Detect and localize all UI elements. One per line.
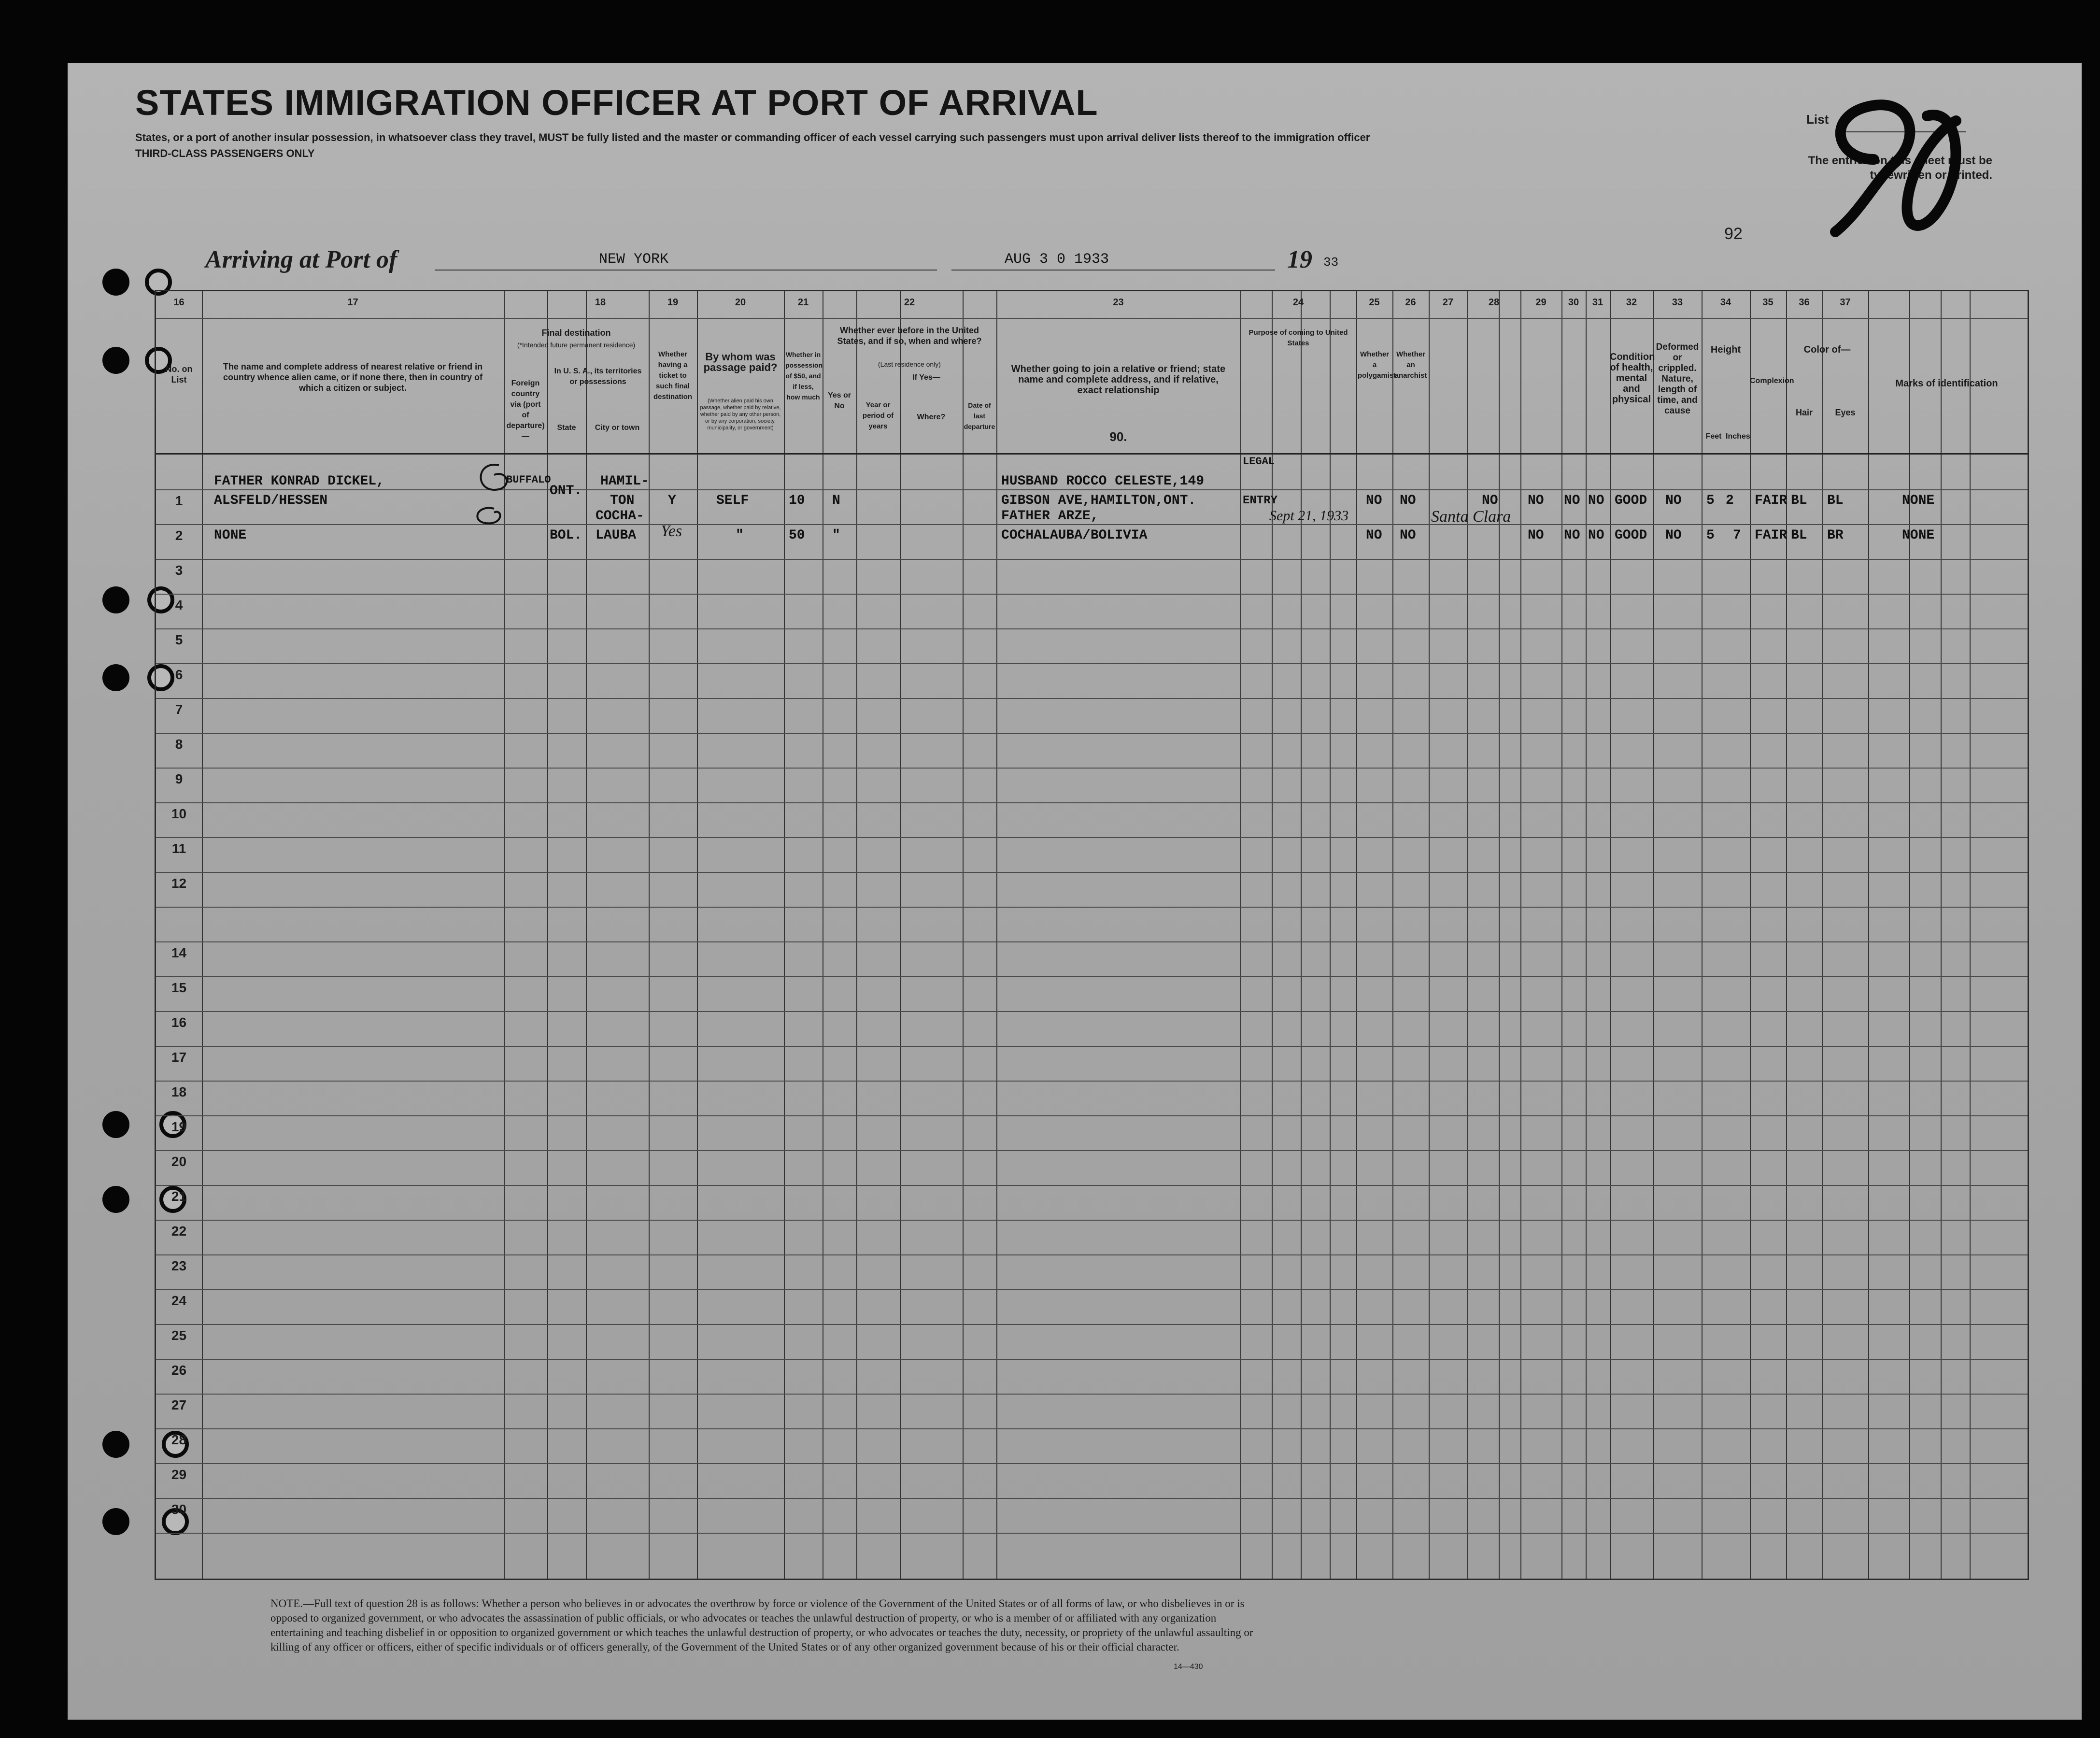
col-number: 33 <box>1672 297 1683 308</box>
header-color-of: Color of— <box>1803 344 1851 355</box>
row-rule <box>156 698 2028 699</box>
header-deformed: Deformed or crippled. Nature, length of time, and cause <box>1656 342 1699 416</box>
row-rule <box>156 907 2028 908</box>
column-rule <box>1586 291 1587 1579</box>
row-number: 26 <box>171 1363 187 1378</box>
col-number: 26 <box>1405 297 1416 308</box>
row-number: 6 <box>175 667 183 682</box>
row-number: 5 <box>175 632 183 647</box>
row-number: 30 <box>171 1502 187 1517</box>
header-bottom-rule <box>156 453 2028 455</box>
col-number: 32 <box>1626 297 1637 308</box>
form-number: 14—430 <box>1174 1663 1203 1671</box>
row-rule <box>156 663 2028 664</box>
row-rule <box>156 1115 2028 1116</box>
row-rule <box>156 976 2028 977</box>
row-number: 16 <box>171 1015 187 1030</box>
column-rule <box>1240 291 1241 1579</box>
header-ticket: Whether having a ticket to such final destination <box>653 350 692 401</box>
row-number: 12 <box>171 876 187 891</box>
deformed: NO <box>1665 493 1682 508</box>
row-rule <box>156 489 2028 490</box>
punch-hole <box>102 269 129 296</box>
column-rule <box>1702 291 1703 1579</box>
column-rule <box>1520 291 1521 1579</box>
eye-color: BL <box>1827 493 1844 508</box>
column-rule <box>963 291 964 1579</box>
answer-28-handwritten: Santa Clara <box>1431 508 1511 526</box>
anarchist: NO <box>1400 528 1416 543</box>
purpose-2: ENTRY <box>1243 494 1278 507</box>
relative-name: NONE <box>214 528 247 543</box>
row-number: 25 <box>171 1328 187 1343</box>
punch-hole <box>102 664 129 691</box>
column-rule <box>1467 291 1468 1579</box>
row-number: 23 <box>171 1258 187 1273</box>
join-address: GIBSON AVE,HAMILTON,ONT. <box>1001 493 1196 508</box>
header-marks: Marks of identification <box>1895 378 1998 389</box>
header-passage-paid-sub: (Whether alien paid his own passage, whether paid by relative, whether paid by any other person, or by any corporation, society, municipality, or government) <box>700 398 781 431</box>
row-rule <box>156 1463 2028 1464</box>
row-number: 17 <box>171 1050 187 1065</box>
column-rule <box>586 291 587 1579</box>
row-number: 3 <box>175 563 183 578</box>
row-number: 9 <box>175 771 183 786</box>
column-rule <box>856 291 857 1579</box>
header-feet: Feet <box>1705 432 1722 441</box>
height-feet: 5 <box>1706 493 1715 508</box>
marks: NONE <box>1902 493 1935 508</box>
complexion: FAIR <box>1755 528 1788 543</box>
row-rule <box>156 1254 2028 1255</box>
row-number: 7 <box>175 702 183 717</box>
row-rule <box>156 1394 2028 1395</box>
column-rule <box>1499 291 1500 1579</box>
row-rule <box>156 524 2028 525</box>
column-rule <box>1610 291 1611 1579</box>
header-relative: The name and complete address of nearest relative or friend in country whence alien came, or if none there, then in country of which a citizen or subject. <box>223 362 483 393</box>
destination-state: ONT. <box>550 484 582 499</box>
row-rule <box>156 1220 2028 1221</box>
header-departure-date: Date of last departure <box>964 401 995 430</box>
column-rule <box>1822 291 1823 1579</box>
col-number: 19 <box>667 297 679 308</box>
handwritten-marks <box>465 456 523 528</box>
complexion: FAIR <box>1755 493 1788 508</box>
hair-color: BL <box>1791 493 1807 508</box>
row-number: 8 <box>175 737 183 752</box>
header-yes-no: Yes or No <box>827 391 851 410</box>
header-anarchist: Whether an anarchist <box>1394 350 1427 380</box>
column-rule <box>1786 291 1787 1579</box>
row-number: 24 <box>171 1293 187 1308</box>
polygamist: NO <box>1366 493 1382 508</box>
header-complexion: Complexion <box>1750 377 1794 385</box>
row-rule <box>156 1011 2028 1012</box>
health: GOOD <box>1615 493 1647 508</box>
row-number: 28 <box>171 1432 187 1447</box>
row-number: 2 <box>175 528 183 543</box>
date-line <box>951 270 1275 271</box>
col-number: 35 <box>1762 297 1774 308</box>
header-passage-paid: By whom was passage paid? <box>703 351 778 373</box>
row-number: 19 <box>171 1119 187 1134</box>
money: 10 <box>789 493 805 508</box>
row-rule <box>156 768 2028 769</box>
money: 50 <box>789 528 805 543</box>
header-state: State <box>557 424 576 432</box>
join-address: COCHALAUBA/BOLIVIA <box>1001 528 1148 543</box>
header-money: Whether in possession of $50, and if less, how much <box>785 351 823 401</box>
height-feet: 5 <box>1706 528 1715 543</box>
col-number: 18 <box>595 297 606 308</box>
destination-state: BOL. <box>550 528 582 543</box>
paid-by: " <box>736 528 744 543</box>
col-number: 23 <box>1113 297 1124 308</box>
col-number: 34 <box>1720 297 1731 308</box>
row-rule <box>156 1533 2028 1534</box>
row-number: 10 <box>171 806 187 821</box>
col-number: 22 <box>904 297 915 308</box>
column-rule <box>1561 291 1562 1579</box>
form-class-note: THIRD-CLASS PASSENGERS ONLY <box>135 147 315 159</box>
entries-note: The entries on this sheet must be typewritten or printed. <box>1808 154 1992 182</box>
row-rule <box>156 1428 2028 1429</box>
col-number: 17 <box>347 297 358 308</box>
row-rule <box>156 837 2028 838</box>
row-rule <box>156 1150 2028 1151</box>
header-been-before-sub: (Last residence only) <box>878 360 941 368</box>
column-rule <box>1356 291 1357 1579</box>
arriving-label: Arriving at Port of <box>205 246 397 273</box>
deformed: NO <box>1665 528 1682 543</box>
polygamist: NO <box>1366 528 1382 543</box>
header-top-rule <box>156 318 2028 319</box>
punch-hole <box>102 1431 129 1458</box>
header-city: City or town <box>595 424 640 432</box>
row-rule <box>156 559 2028 560</box>
ticket-handwritten: Yes <box>661 522 682 540</box>
header-eyes: Eyes <box>1835 408 1856 417</box>
row-number: 21 <box>171 1189 187 1204</box>
port-line <box>435 270 937 271</box>
row-rule <box>156 1324 2028 1325</box>
header-purpose: Purpose of coming to United States <box>1249 328 1348 347</box>
eye-color: BR <box>1827 528 1844 543</box>
column-rule <box>1868 291 1869 1579</box>
row-rule <box>156 594 2028 595</box>
punch-hole <box>102 347 129 374</box>
manifest-table <box>155 290 2029 1580</box>
answer-31: NO <box>1588 528 1604 543</box>
column-rule <box>1429 291 1430 1579</box>
height-inches: 7 <box>1733 528 1741 543</box>
column-rule <box>1392 291 1393 1579</box>
destination-city: COCHA- <box>596 509 644 524</box>
column-rule <box>202 291 203 1579</box>
row-rule <box>156 628 2028 629</box>
sheet-number: 92 <box>1724 225 1743 243</box>
punch-hole <box>102 1186 129 1213</box>
col-number: 28 <box>1488 297 1500 308</box>
purpose: LEGAL <box>1243 456 1275 468</box>
col-number: 27 <box>1442 297 1454 308</box>
column-rule <box>1301 291 1302 1579</box>
header-foreign-country: Foreign country via (port of departure)— <box>506 379 545 441</box>
col-number: 20 <box>735 297 746 308</box>
column-rule <box>1330 291 1331 1579</box>
been-before: N <box>832 493 840 508</box>
punch-hole <box>102 1111 129 1138</box>
list-label: List <box>1806 112 1829 127</box>
row-number: 4 <box>175 598 183 613</box>
answer-28: NO <box>1482 493 1498 508</box>
been-before: " <box>832 528 840 543</box>
answer-29: NO <box>1528 528 1544 543</box>
header-in-usa: In U. S. A., its territories or possessions <box>554 367 642 386</box>
header-join-relative-num: 90. <box>1109 429 1127 444</box>
handwritten-list-number <box>1816 87 1971 246</box>
row-number: 1 <box>175 493 183 508</box>
purpose-handwritten: Sept 21, 1933 <box>1269 508 1349 524</box>
row-rule <box>156 1185 2028 1186</box>
hair-color: BL <box>1791 528 1807 543</box>
header-final-destination-sub: (*Intended future permanent residence) <box>517 341 636 349</box>
row-number: 20 <box>171 1154 187 1169</box>
row-number: 11 <box>171 841 186 856</box>
marks: NONE <box>1902 528 1935 543</box>
column-rule <box>1750 291 1751 1579</box>
col-number: 16 <box>173 297 184 308</box>
row-rule <box>156 733 2028 734</box>
column-rule <box>996 291 997 1579</box>
punch-hole <box>102 586 129 613</box>
via-port: BUFFALO <box>506 474 551 486</box>
paid-by: SELF <box>716 493 749 508</box>
date-value: AUG 3 0 1933 <box>1005 251 1109 268</box>
row-rule <box>156 1289 2028 1290</box>
row-number: 29 <box>171 1467 187 1482</box>
join-relative: HUSBAND ROCCO CELESTE,149 <box>1001 474 1205 489</box>
header-no-on-list: No. on List <box>165 364 193 385</box>
destination-city-2: LAUBA <box>596 528 637 543</box>
answer-31: NO <box>1588 493 1604 508</box>
col-number: 21 <box>797 297 809 308</box>
col-number: 29 <box>1535 297 1547 308</box>
column-rule <box>1909 291 1910 1579</box>
header-polygamist: Whether a polygamist <box>1358 350 1396 380</box>
col-number: 31 <box>1592 297 1603 308</box>
header-health: Condition of health, mental and physical <box>1610 352 1655 405</box>
row-rule <box>156 1359 2028 1360</box>
col-number: 30 <box>1568 297 1579 308</box>
port-value: NEW YORK <box>599 251 669 268</box>
form-subtitle: States, or a port of another insular possession, in whatsoever class they travel, MUST be fully listed and the master or commanding officer of each vessel carrying such passengers must upon arrival deliver lists thereof to the immigration officer <box>135 131 1370 143</box>
column-rule <box>784 291 785 1579</box>
row-number: 14 <box>171 945 187 960</box>
row-rule <box>156 1081 2028 1082</box>
row-number: 27 <box>171 1397 187 1412</box>
header-been-before: Whether ever before in the United States, and if so, when and where? <box>837 326 982 346</box>
col-number: 25 <box>1369 297 1380 308</box>
row-rule <box>156 941 2028 942</box>
header-final-destination: Final destination <box>541 328 611 338</box>
header-years: Year or period of years <box>862 401 894 430</box>
header-join-relative: Whether going to join a relative or friend; state name and complete address, and if relative, exact relationship <box>1011 364 1226 396</box>
destination-city-2: TON <box>610 493 635 508</box>
header-inches: Inches <box>1726 432 1750 441</box>
header-hair: Hair <box>1795 408 1813 417</box>
footnote-question-28: NOTE.—Full text of question 28 is as follows: Whether a person who believes in or advocates the overthrow by force or violence of the Government of the United States or of all forms of law, or who disbelieves in or is opposed to organized government, or who advocates the assassination of public officials, or who advocates or teaches the unlawful destruction of property, or who is a member of or affiliated with any organization entertaining and teaching disbelief in or opposition to organized government or which teaches the unlawful destruction of property, or who advocates or teaches the duty, necessity, or propriety of the unlawful assaulting or killing of any officer or officers, either of specific individuals or of officers generally, of the Government of the United States or of any other organized government because of his or their official character. <box>270 1597 1253 1653</box>
column-rule <box>1653 291 1654 1579</box>
join-relative: FATHER ARZE, <box>1001 509 1099 524</box>
row-rule <box>156 802 2028 803</box>
height-inches: 2 <box>1726 493 1734 508</box>
answer-30: NO <box>1564 493 1580 508</box>
ticket: Y <box>668 493 676 508</box>
row-rule <box>156 872 2028 873</box>
year-suffix: 33 <box>1323 255 1339 270</box>
destination-city: HAMIL- <box>600 474 649 489</box>
health: GOOD <box>1615 528 1647 543</box>
header-where: Where? <box>917 413 946 421</box>
col-number: 36 <box>1799 297 1810 308</box>
answer-29: NO <box>1528 493 1544 508</box>
column-rule <box>1970 291 1971 1579</box>
row-number: 22 <box>171 1224 187 1239</box>
column-rule <box>1272 291 1273 1579</box>
relative-address: ALSFELD/HESSEN <box>214 493 328 508</box>
header-if-yes: If Yes— <box>912 373 940 382</box>
header-height: Height <box>1710 344 1741 355</box>
col-number: 37 <box>1840 297 1851 308</box>
row-number: 15 <box>171 980 187 995</box>
anarchist: NO <box>1400 493 1416 508</box>
answer-30: NO <box>1564 528 1580 543</box>
col-number: 24 <box>1292 297 1304 308</box>
punch-hole <box>102 1508 129 1535</box>
column-rule <box>1941 291 1942 1579</box>
row-number: 18 <box>171 1084 187 1099</box>
year-prefix: 19 <box>1287 246 1312 273</box>
row-rule <box>156 1046 2028 1047</box>
form-title: STATES IMMIGRATION OFFICER AT PORT OF ARRIVAL <box>135 83 1098 123</box>
column-rule <box>697 291 698 1579</box>
column-rule <box>900 291 901 1579</box>
relative-name: FATHER KONRAD DICKEL, <box>214 474 384 489</box>
row-rule <box>156 1498 2028 1499</box>
